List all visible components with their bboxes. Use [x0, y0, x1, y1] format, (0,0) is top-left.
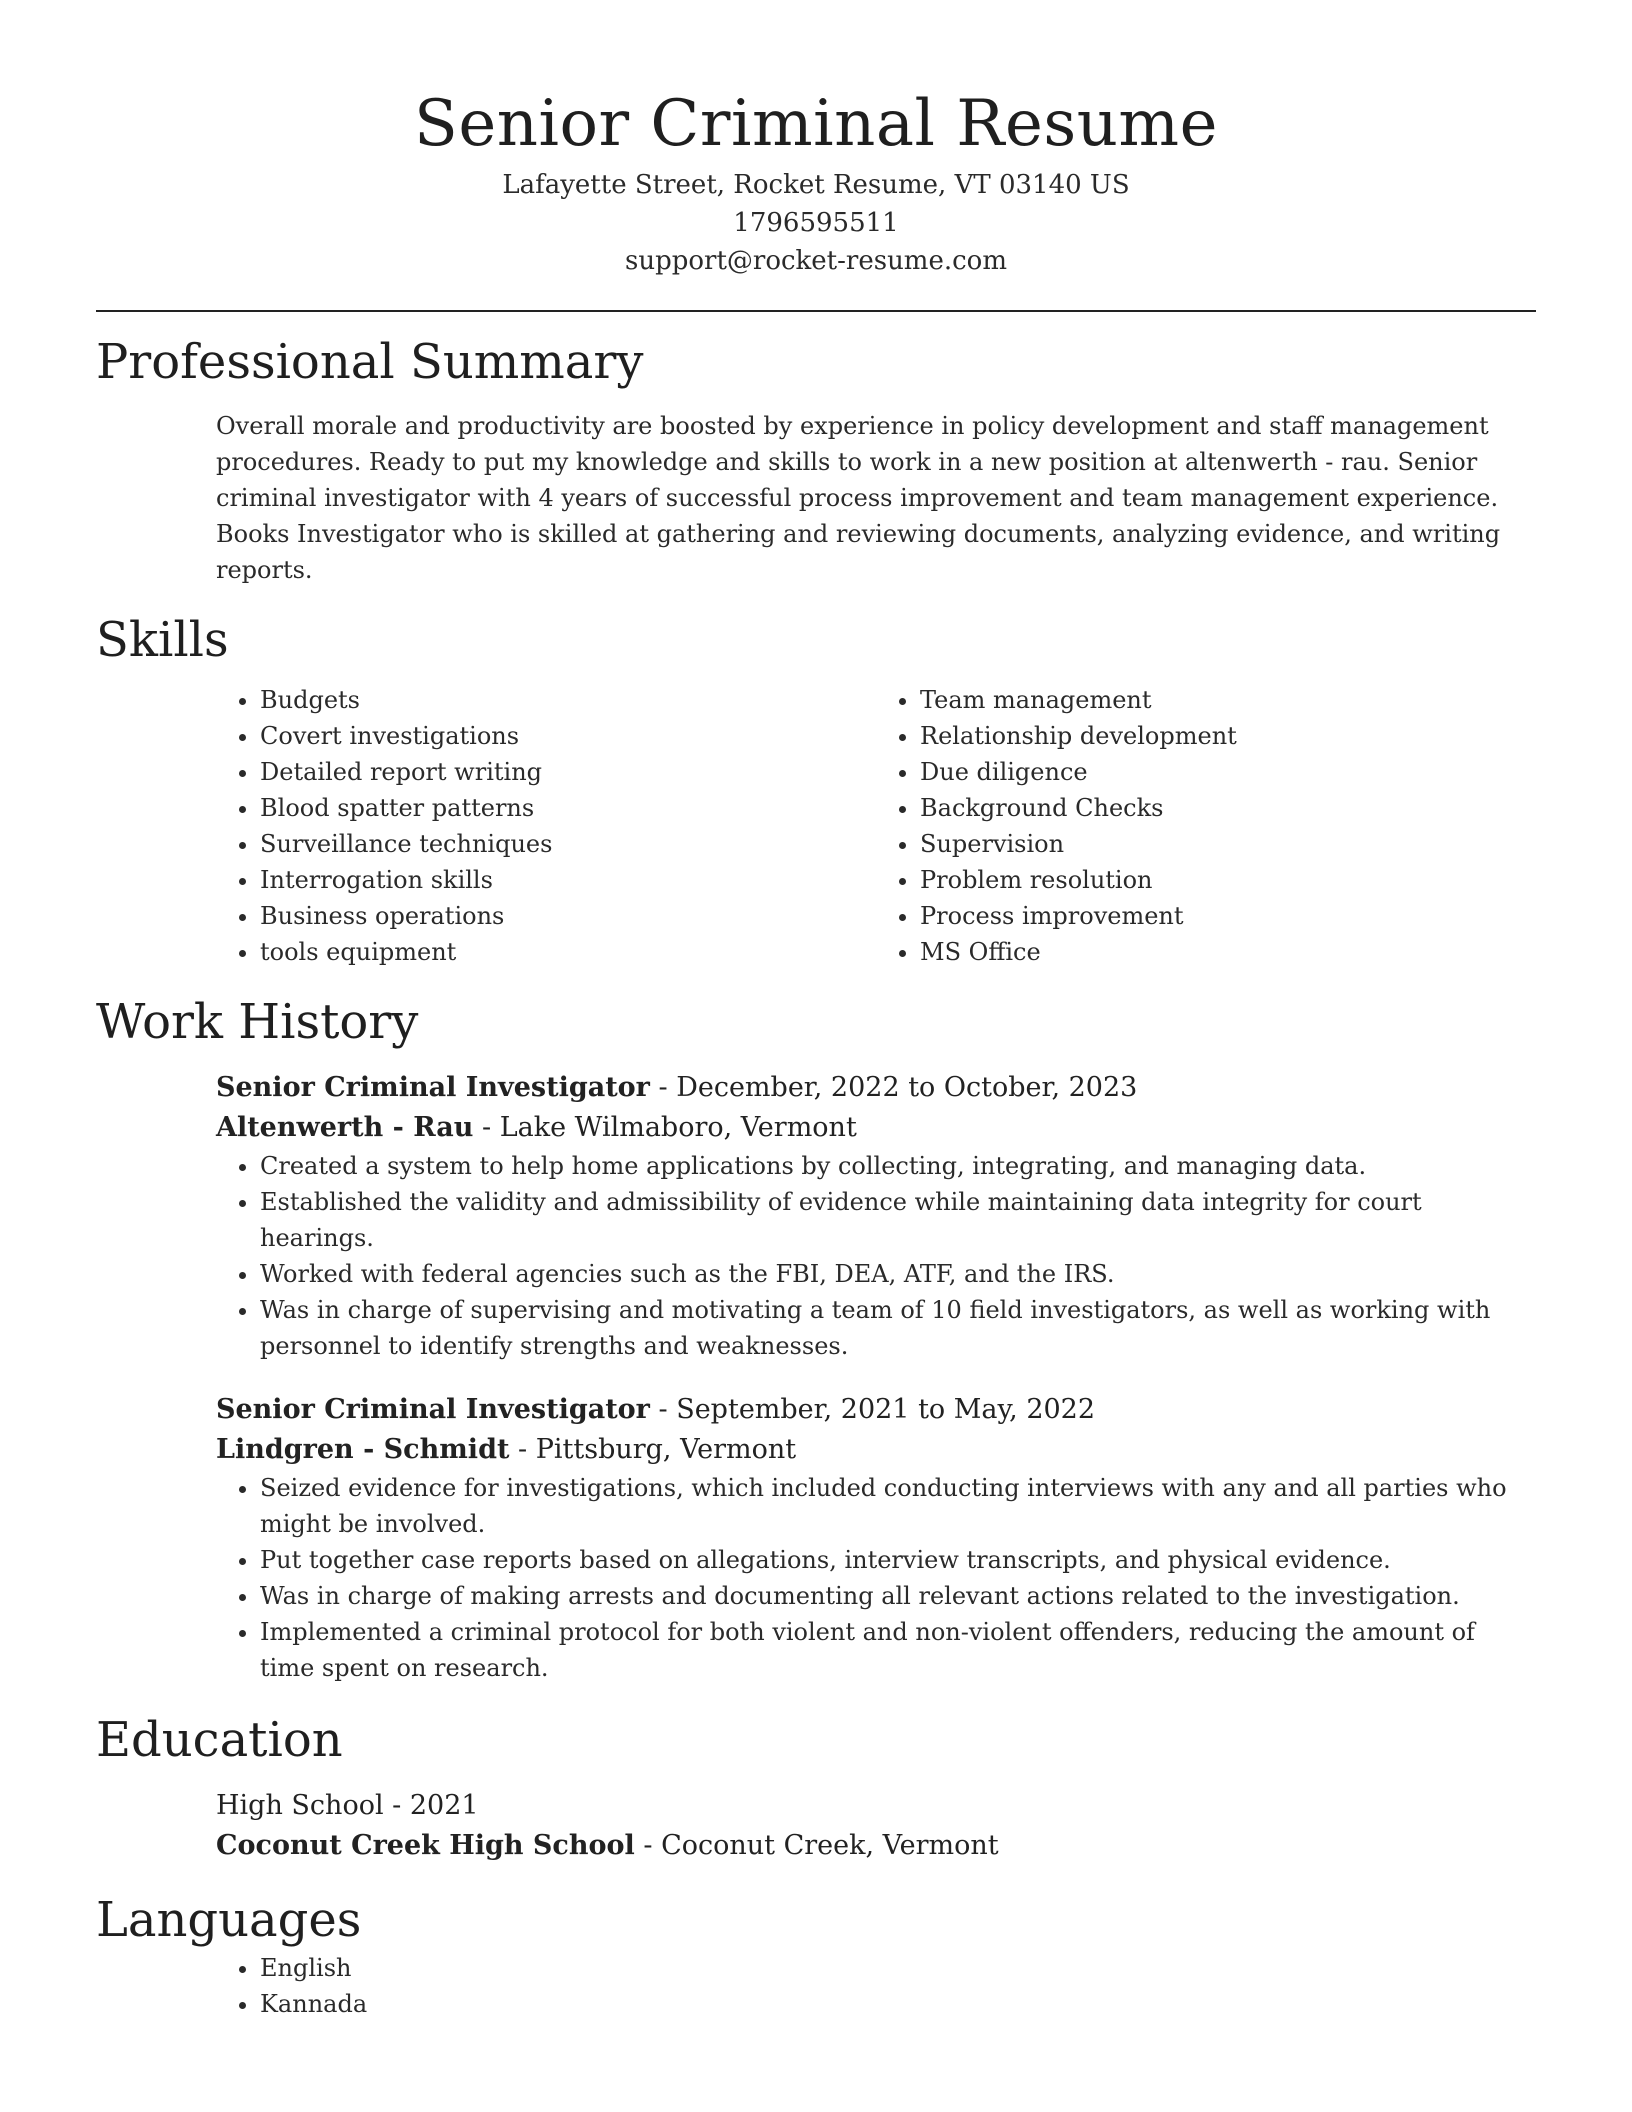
job-bullet: • Put together case reports based on allegations, interview transcripts, and physical evidence.	[260, 1542, 1536, 1578]
skill-item: • Team management	[920, 682, 1536, 718]
professional-summary-section	[96, 332, 1536, 588]
skill-item: • Surveillance techniques	[260, 826, 876, 862]
job-title-line	[216, 1390, 1536, 1430]
skill-item: • Detailed report writing	[260, 754, 876, 790]
resume-title: Senior Criminal Resume	[414, 87, 1218, 161]
job-location: - Lake Wilmaboro, Vermont	[473, 1112, 857, 1143]
job-company-line	[216, 1108, 1536, 1148]
job-company: Lindgren - Schmidt	[216, 1434, 510, 1465]
job-entry	[216, 1068, 1536, 1364]
education-section	[96, 1710, 1536, 1866]
address-text: Lafayette Street, Rocket Resume, VT 03140 US	[502, 170, 1130, 200]
skill-item: • Problem resolution	[920, 862, 1536, 898]
resume-page	[96, 0, 1536, 2022]
section-title-work: Work History	[96, 994, 419, 1050]
education-entry	[216, 1786, 1536, 1866]
header-divider	[96, 310, 1536, 312]
education-school: Coconut Creek High School	[216, 1830, 635, 1861]
work-history-section	[96, 992, 1536, 1686]
skill-item: • Interrogation skills	[260, 862, 876, 898]
job-role: Senior Criminal Investigator	[216, 1072, 650, 1103]
job-bullet: • Worked with federal agencies such as the FBI, DEA, ATF, and the IRS.	[260, 1256, 1536, 1292]
job-bullet: • Implemented a criminal protocol for both violent and non-violent offenders, reducing the amount of time spent on research.	[260, 1614, 1536, 1686]
job-title-line	[216, 1068, 1536, 1108]
contact-info	[96, 166, 1536, 280]
education-school-line	[216, 1826, 1536, 1866]
education-degree-line	[216, 1786, 1536, 1826]
skill-item: • Covert investigations	[260, 718, 876, 754]
job-bullets	[216, 1148, 1536, 1364]
job-dates: - September, 2021 to May, 2022	[649, 1394, 1096, 1425]
job-entry	[216, 1390, 1536, 1686]
education-degree: High School	[216, 1790, 384, 1821]
summary-text: Overall morale and productivity are boosted by experience in policy development and staff management procedures. Ready to put my knowledge and skills to work in a new position at altenwerth - rau. Senior criminal investigator with 4 years of successful process improvement and team management experience. Books Investigator who is skilled at gathering and reviewing documents, analyzing evidence, and writing reports.	[216, 412, 1501, 584]
education-year: - 2021	[383, 1790, 479, 1821]
skill-item: • Business operations	[260, 898, 876, 934]
section-title-education: Education	[96, 1712, 343, 1768]
language-item: • Kannada	[260, 1986, 1536, 2022]
skills-section	[96, 610, 1536, 970]
job-company-line	[216, 1430, 1536, 1470]
skill-item: • Budgets	[260, 682, 876, 718]
job-bullet: • Seized evidence for investigations, which included conducting interviews with any and all parties who might be involved.	[260, 1470, 1536, 1542]
skill-item: • Background Checks	[920, 790, 1536, 826]
job-dates: - December, 2022 to October, 2023	[649, 1072, 1138, 1103]
resume-header	[96, 0, 1536, 280]
skill-item: • Supervision	[920, 826, 1536, 862]
section-title-summary: Professional Summary	[96, 334, 644, 390]
phone-text: 1796595511	[733, 208, 899, 238]
skill-item: • tools equipment	[260, 934, 876, 970]
skill-item: • Process improvement	[920, 898, 1536, 934]
languages-list	[216, 1950, 1536, 2022]
job-bullet: • Created a system to help home applications by collecting, integrating, and managing data.	[260, 1148, 1536, 1184]
skill-item: • Blood spatter patterns	[260, 790, 876, 826]
language-item: • English	[260, 1950, 1536, 1986]
job-company: Altenwerth - Rau	[216, 1112, 474, 1143]
skills-column-left	[216, 682, 876, 970]
job-role: Senior Criminal Investigator	[216, 1394, 650, 1425]
languages-section	[96, 1890, 1536, 2022]
job-location: - Pittsburg, Vermont	[509, 1434, 797, 1465]
job-bullet: • Was in charge of making arrests and documenting all relevant actions related to the investigation.	[260, 1578, 1536, 1614]
email-text: support@rocket-resume.com	[624, 246, 1007, 276]
job-bullets	[216, 1470, 1536, 1686]
skill-item: • Relationship development	[920, 718, 1536, 754]
skills-column-right	[876, 682, 1536, 970]
skill-item: • MS Office	[920, 934, 1536, 970]
job-bullet: • Was in charge of supervising and motivating a team of 10 field investigators, as well as working with personnel to identify strengths and weaknesses.	[260, 1292, 1536, 1364]
skills-grid	[216, 682, 1536, 970]
section-title-skills: Skills	[96, 612, 229, 668]
section-title-languages: Languages	[96, 1892, 362, 1948]
job-bullet: • Established the validity and admissibility of evidence while maintaining data integrity for court hearings.	[260, 1184, 1536, 1256]
education-location: - Coconut Creek, Vermont	[634, 1830, 999, 1861]
skill-item: • Due diligence	[920, 754, 1536, 790]
